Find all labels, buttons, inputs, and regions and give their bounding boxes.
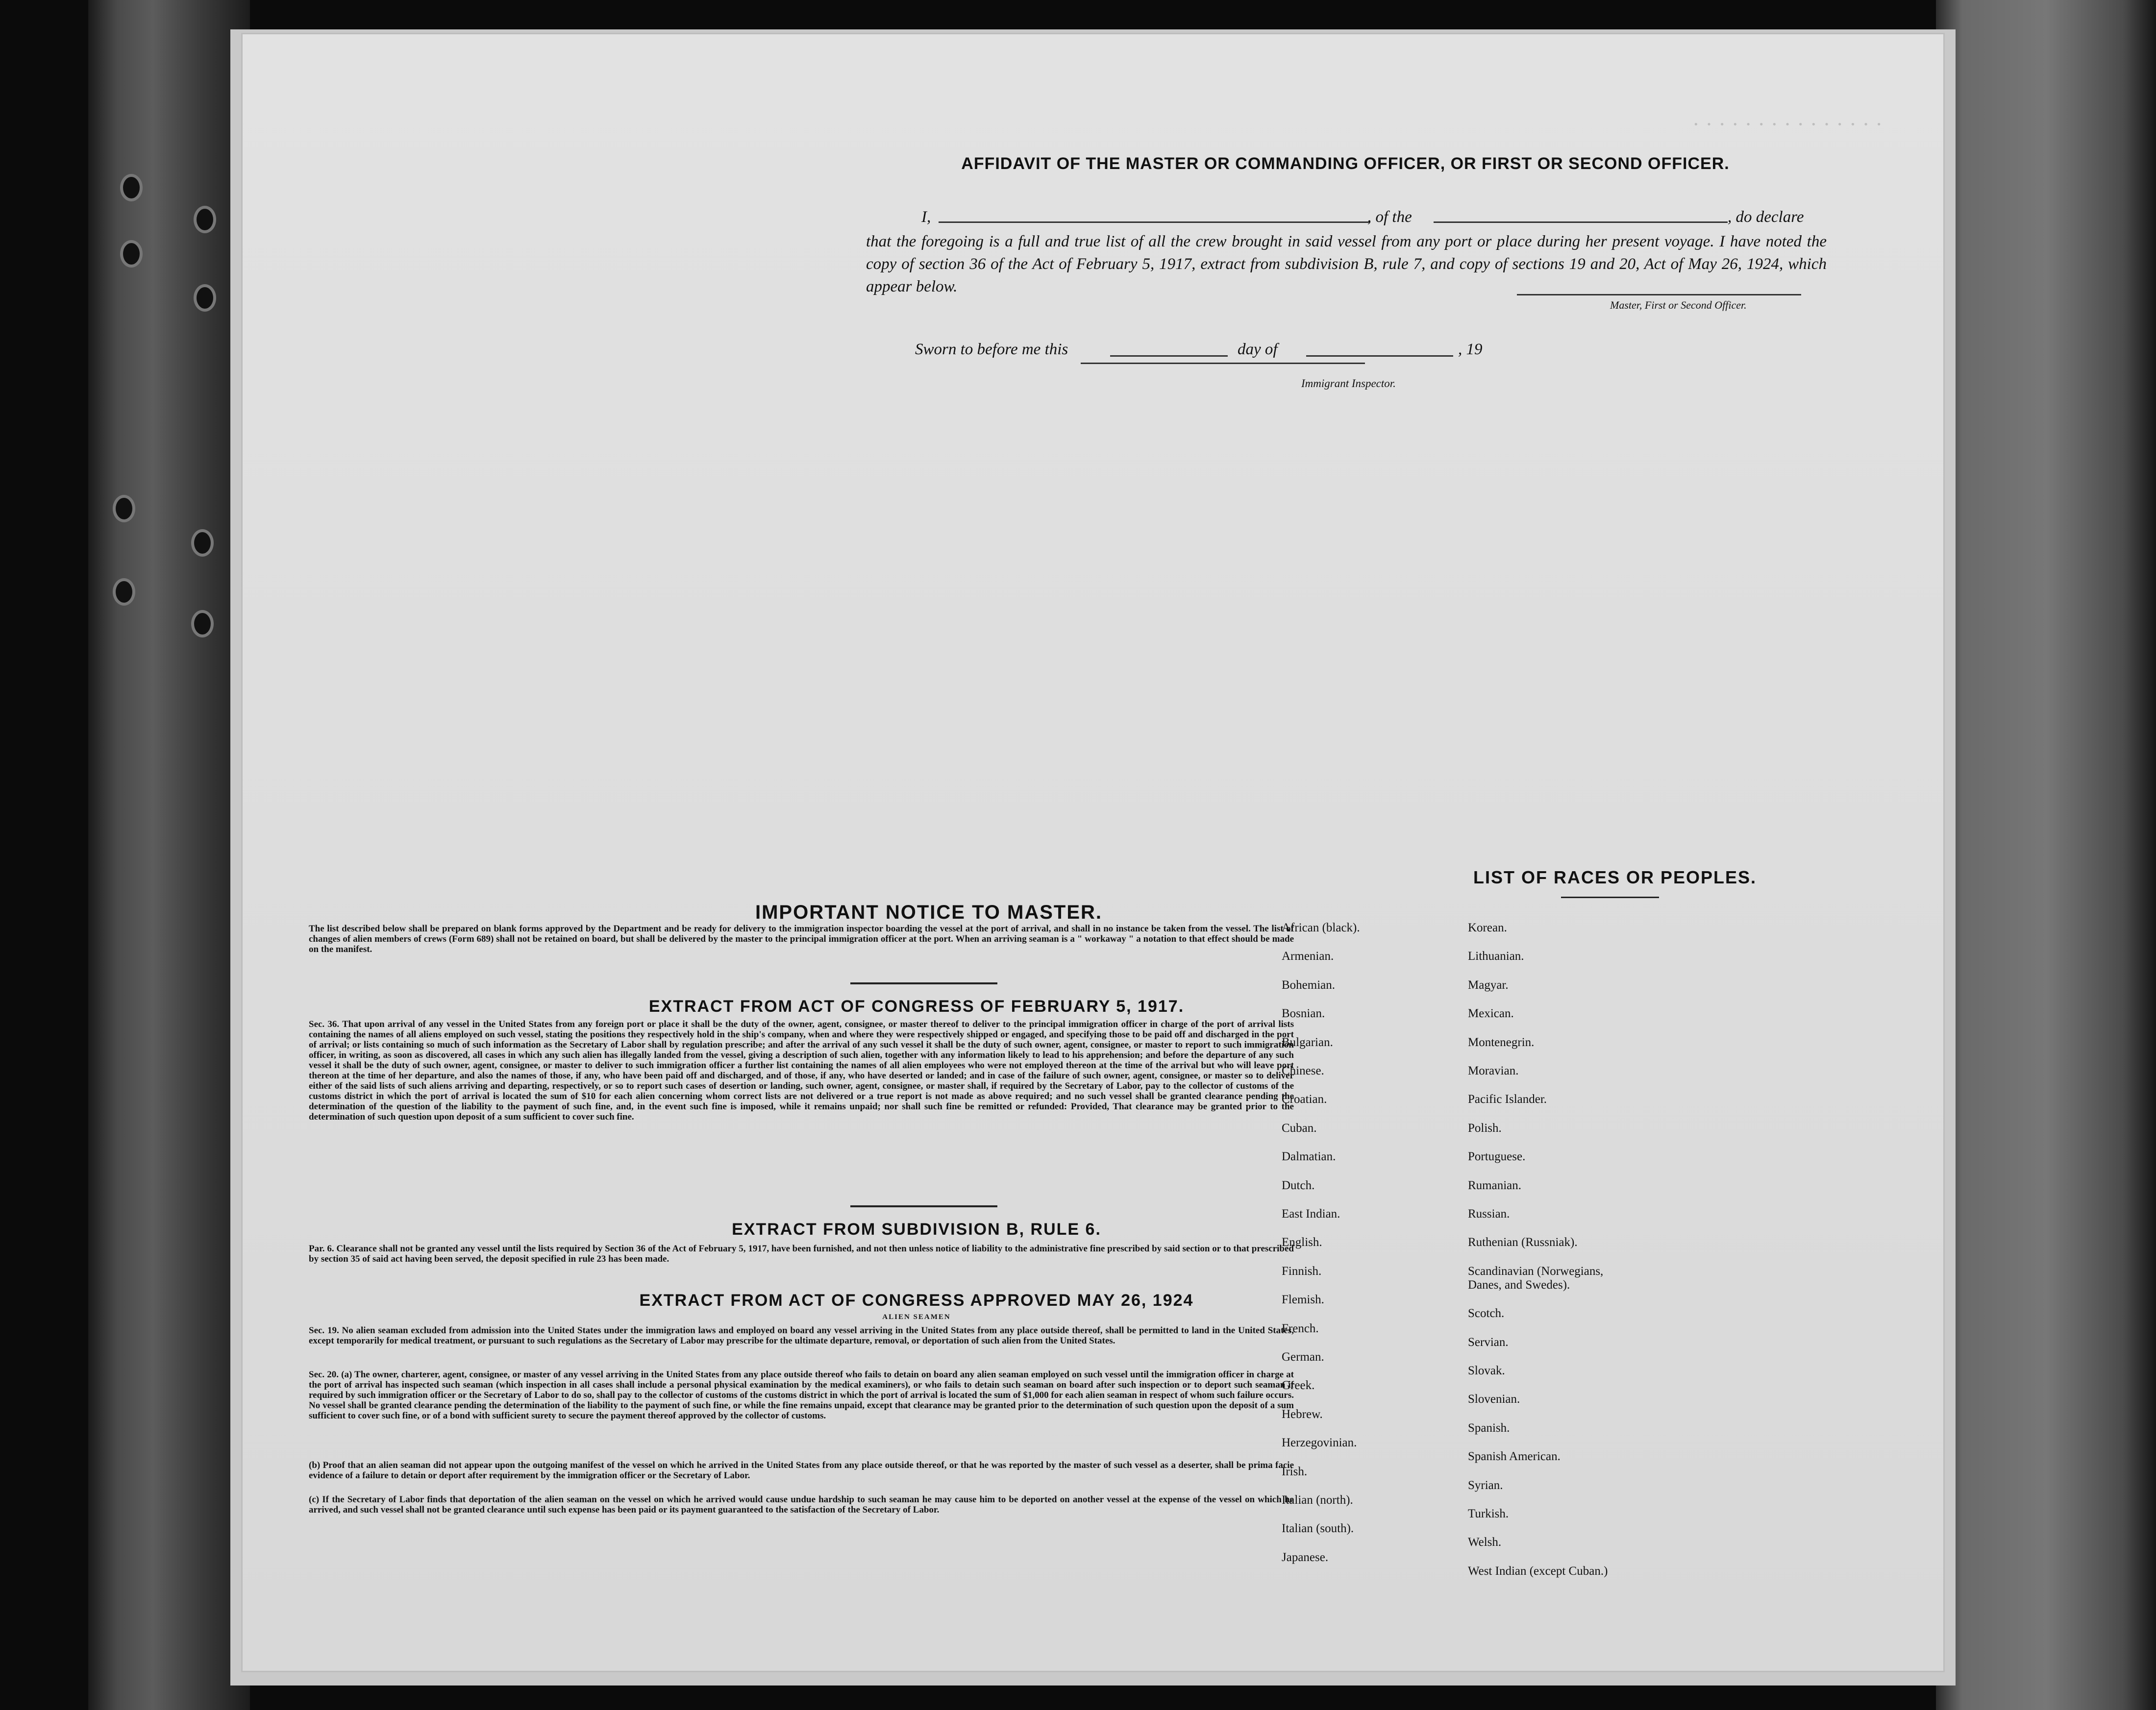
affidavit-body: that the foregoing is a full and true list of all the crew brought in said vessel from any port or place during her present voyage. I have noted the copy of section 36 of the Act of February 5, 1917, extract from subdivision B, rule 7, and copy of sections 19 and 20, Act of May 26, 1924, which appear below. xyxy=(866,233,1827,295)
extract-1917-title: EXTRACT FROM ACT OF CONGRESS OF FEBRUARY 5, 1917. xyxy=(648,997,1185,1016)
sworn-month-field[interactable] xyxy=(1306,355,1453,357)
affidavit-declare-label: , do declare xyxy=(1728,208,1804,226)
affidavit-I-label: I, xyxy=(921,208,931,226)
race-item: Syrian. xyxy=(1468,1478,1503,1492)
race-item: Ruthenian (Russniak). xyxy=(1468,1236,1578,1249)
race-item: Herzegovinian. xyxy=(1282,1436,1357,1450)
binder-hole xyxy=(120,240,143,268)
race-item: Greek. xyxy=(1282,1379,1315,1392)
sworn-day-label: day of xyxy=(1238,341,1278,358)
master-signature-field[interactable] xyxy=(1517,294,1801,295)
affidavit-title: AFFIDAVIT OF THE MASTER OR COMMANDING OFFICER, OR FIRST OR SECOND OFFICER. xyxy=(961,154,1730,173)
inspector-signature-field[interactable] xyxy=(1081,363,1365,364)
race-item: German. xyxy=(1282,1350,1324,1364)
race-item: Croatian. xyxy=(1282,1093,1327,1106)
extract-1917-body: Sec. 36. That upon arrival of any vessel in the United States from any foreign port or place it shall be the duty of the owner, agent, consignee, or master thereof to deliver to the principal immigration officer in charge of the port of arrival lists containing the names of all aliens employed on such vessel, stating the positions they respectively hold in the ship's company, when and where they were respectively shipped or engaged, and specifying those to be paid off and discharged in the port of arrival; or lists containing so much of such information as the Secretary of Labor shall by regulation prescribe; and after the arrival of any such vessel it shall be the duty of such owner, agent, consignee, or master to report to such immigration officer, in writing, as soon as discovered, all cases in which any such alien has illegally landed from the vessel, giving a description of such alien, together with any information likely to lead to his apprehension; and before the departure of any such vessel it shall be the duty of such owner, agent, consignee, or master to deliver to such immigration officer a further list containing the names of all alien employees who were not employed thereon at the time of the arrival but who will leave port thereon at the time of her departure, and also the names of those, if any, who have been paid off and discharged, and of those, if any, who have deserted or landed; and in case of the failure of such owner, agent, consignee, or master so to deliver either of the said lists of such aliens arriving and departing, respectively, or so to report such cases of desertion or landing, such owner, agent, consignee, or master shall, if required by the Secretary of Labor, pay to the collector of customs of the customs district in which the port of arrival is located the sum of $10 for each alien concerning whom correct lists are not delivered or a true report is not made as above required; and no such vessel shall be granted clearance pending the determination of the question of the liability to the payment of such fine, and, in the event such fine is imposed, while it remains unpaid; nor shall such fine be remitted or refunded: Provided, That clearance may be granted prior to the determination of such question upon deposit of a sum sufficient to cover such fine. xyxy=(309,1019,1294,1122)
race-item: Slovak. xyxy=(1468,1364,1505,1377)
race-item: Bulgarian. xyxy=(1282,1035,1333,1049)
extract-1924-sec20a: Sec. 20. (a) The owner, charterer, agent, consignee, or master of any vessel arriving in the United States from any place outside thereof who fails to detain on board any alien seaman employed on such vessel until the immigration officer in charge at the port of arrival has inspected such seaman (which inspection in all cases shall include a personal physical examination by the medical examiners), or who fails to detain such seaman on board after such inspection or to deport such seaman if required by such immigration officer or the Secretary of Labor to do so, shall pay to the collector of customs of the customs district in which the port of arrival is located the sum of $1,000 for each alien seaman in respect of whom such failure occurs. No vessel shall be granted clearance pending the determination of the liability to the payment of such fine, or while the fine remains unpaid, except that clearance may be granted prior to the determination of such question upon the deposit of a sum sufficient to cover such fine, or of a bond with sufficient surety to secure the payment thereof approved by the collector of customs. xyxy=(309,1369,1294,1421)
race-item: Dalmatian. xyxy=(1282,1150,1336,1164)
race-item: Hebrew. xyxy=(1282,1407,1323,1421)
race-item: English. xyxy=(1282,1236,1322,1249)
master-caption: Master, First or Second Officer. xyxy=(1610,299,1747,311)
binder-hole xyxy=(191,610,214,637)
race-item: Flemish. xyxy=(1282,1293,1324,1307)
binder-hole xyxy=(120,174,143,201)
section-divider xyxy=(1561,897,1659,898)
race-item: Scandinavian (Norwegians, Danes, and Swedes). xyxy=(1468,1264,1604,1292)
race-item: Magyar. xyxy=(1468,978,1509,992)
race-item: Portuguese. xyxy=(1468,1150,1526,1164)
master-name-field[interactable] xyxy=(939,221,1370,223)
document-page xyxy=(243,34,1943,1671)
race-item: Bohemian. xyxy=(1282,978,1336,992)
binder-hole xyxy=(113,495,135,522)
race-item: Finnish. xyxy=(1282,1264,1322,1278)
race-item: Italian (south). xyxy=(1282,1522,1354,1536)
section-divider xyxy=(850,982,997,984)
race-item: Spanish American. xyxy=(1468,1450,1561,1464)
binder-right xyxy=(1936,0,2156,1710)
inspector-caption: Immigrant Inspector. xyxy=(1301,377,1396,390)
binder-hole xyxy=(191,529,214,557)
race-item: Russian. xyxy=(1468,1207,1510,1221)
sworn-year-label: , 19 xyxy=(1458,341,1483,358)
race-item: Korean. xyxy=(1468,921,1507,934)
race-item: Irish. xyxy=(1282,1465,1308,1478)
binder-hole xyxy=(194,284,216,312)
race-item: Armenian. xyxy=(1282,950,1334,963)
extract-1924-subtitle: ALIEN SEAMEN xyxy=(882,1313,951,1321)
race-item: African (black). xyxy=(1282,921,1360,934)
race-item: Cuban. xyxy=(1282,1121,1317,1135)
sworn-prefix: Sworn to before me this xyxy=(915,341,1068,358)
races-title: LIST OF RACES OR PEOPLES. xyxy=(1473,867,1757,887)
notice-body: The list described below shall be prepared on blank forms approved by the Department and be ready for delivery to the immigration inspector boarding the vessel at the port of arrival, and shall in no instance be taken from the vessel. The list of changes of alien members of crews (Form 689) shall not be retained on board, but shall be delivered by the master to the principal immigration officer at the port. When an arriving seaman is a " workaway " a notation to that effect should be made on the manifest. xyxy=(309,924,1294,954)
race-item: East Indian. xyxy=(1282,1207,1340,1221)
bleed-through-text: · · · · · · · · · · · · · · · xyxy=(1693,115,1884,133)
extract-1924-sec19: Sec. 19. No alien seaman excluded from admission into the United States under the immigration laws and employed on board any vessel arriving in the United States from any place outside thereof, shall be permitted to land in the United States, except temporarily for medical treatment, or pursuant to such regulations as the Secretary of Labor may prescribe for the ultimate departure, removal, or deportation of such alien from the United States. xyxy=(309,1325,1294,1346)
race-item: West Indian (except Cuban.) xyxy=(1468,1564,1608,1578)
binder-hole xyxy=(113,578,135,606)
vessel-name-field[interactable] xyxy=(1434,221,1728,223)
binder-hole xyxy=(194,206,216,233)
section-divider xyxy=(850,1205,997,1207)
race-item: Spanish. xyxy=(1468,1421,1510,1435)
race-item: Moravian. xyxy=(1468,1064,1519,1077)
race-item: Turkish. xyxy=(1468,1507,1509,1520)
race-item: Montenegrin. xyxy=(1468,1035,1535,1049)
race-item: Servian. xyxy=(1468,1335,1509,1349)
race-item: Pacific Islander. xyxy=(1468,1093,1547,1106)
race-item: Dutch. xyxy=(1282,1178,1315,1192)
sworn-date-field[interactable] xyxy=(1110,355,1228,357)
race-item: Chinese. xyxy=(1282,1064,1324,1077)
race-item: Welsh. xyxy=(1468,1536,1502,1549)
subdivision-title: EXTRACT FROM SUBDIVISION B, RULE 6. xyxy=(732,1220,1101,1239)
race-item: Japanese. xyxy=(1282,1550,1329,1564)
race-item: Bosnian. xyxy=(1282,1007,1325,1021)
race-item: Slovenian. xyxy=(1468,1392,1520,1406)
affidavit-of-label: , of the xyxy=(1367,208,1412,226)
race-item: Scotch. xyxy=(1468,1307,1505,1320)
race-item: Italian (north). xyxy=(1282,1493,1353,1507)
binder-left xyxy=(88,0,250,1710)
race-item: Lithuanian. xyxy=(1468,950,1524,963)
extract-1924-sec20b: (b) Proof that an alien seaman did not appear upon the outgoing manifest of the vessel on which he arrived in the United States from any place outside thereof, or that he was reported by the master of such vessel as a deserter, shall be prima facie evidence of a failure to detain or deport after requirement by the immigration officer or the Secretary of Labor. xyxy=(309,1460,1294,1481)
race-item: Polish. xyxy=(1468,1121,1502,1135)
subdivision-body: Par. 6. Clearance shall not be granted any vessel until the lists required by Section 36 of the Act of February 5, 1917, have been furnished, and not then unless notice of liability to the administrative fine prescribed by said section or to that prescribed by section 35 of said act having been served, the deposit specified in rule 23 has been made. xyxy=(309,1244,1294,1264)
extract-1924-title: EXTRACT FROM ACT OF CONGRESS APPROVED MAY 26, 1924 xyxy=(639,1291,1194,1310)
race-item: Mexican. xyxy=(1468,1007,1514,1021)
race-item: Rumanian. xyxy=(1468,1178,1522,1192)
extract-1924-sec20c: (c) If the Secretary of Labor finds that deportation of the alien seaman on the vessel on which he arrived would cause undue hardship to such seaman he may cause him to be deported on another vessel at the expense of the vessel on which he arrived, and such vessel shall not be granted clearance until such expense has been paid or its payment guaranteed to the satisfaction of the Secretary of Labor. xyxy=(309,1494,1294,1515)
race-item: French. xyxy=(1282,1321,1319,1335)
notice-title: IMPORTANT NOTICE TO MASTER. xyxy=(755,902,1103,923)
